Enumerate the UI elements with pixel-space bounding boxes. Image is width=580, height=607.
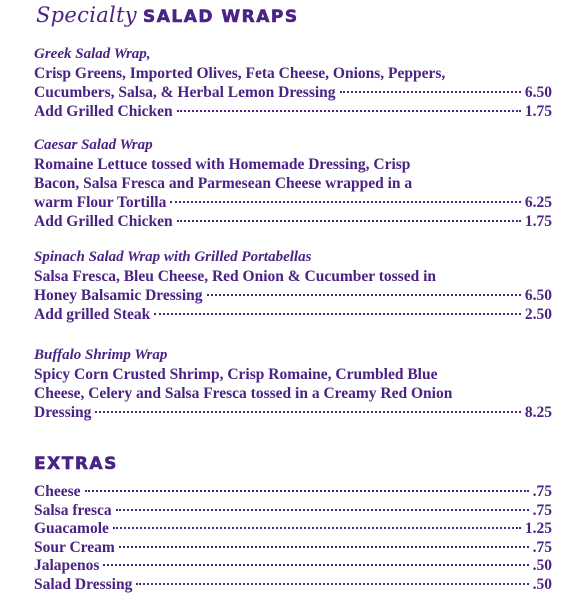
section-heading-extras [34, 456, 118, 473]
price-line-label: Add Grilled Chicken [34, 213, 173, 230]
price-value: .75 [532, 538, 552, 556]
price-value: .50 [532, 557, 552, 575]
price-value: .75 [532, 501, 552, 519]
menu-item-description-line: Crisp Greens, Imported Olives, Feta Cheese, Onions, Peppers, [34, 65, 446, 82]
price-line-label: Cucumbers, Salsa, & Herbal Lemon Dressing [34, 84, 336, 101]
menu-item-greek-salad-wrap [34, 45, 552, 121]
extras-item-salad-dressing [34, 576, 552, 595]
menu-price-line [34, 403, 552, 422]
heading-title: EXTRAS [34, 454, 118, 474]
extras-item-sour-cream [34, 539, 552, 558]
price-value: 1.75 [524, 103, 552, 120]
price-value: 2.50 [524, 306, 552, 323]
menu-price-line [34, 83, 552, 102]
dot-leader [207, 294, 521, 296]
menu-price-line [34, 212, 552, 231]
extras-item-guacamole [34, 520, 552, 539]
extras-item-salsa-fresca [34, 502, 552, 521]
price-line-label: warm Flour Tortilla [34, 194, 167, 211]
menu-item-caesar-salad-wrap [34, 136, 552, 231]
dot-leader [154, 313, 521, 315]
price-value: 1.25 [524, 520, 552, 538]
dot-leader [136, 583, 528, 585]
menu-item-description-line: Cheese, Celery and Salsa Fresca tossed in a Creamy Red Onion [34, 385, 453, 402]
price-line-label: Guacamole [34, 520, 109, 538]
price-value: .75 [532, 483, 552, 500]
menu-item-description-line: Spicy Corn Crusted Shrimp, Crisp Romaine, Crumbled Blue [34, 366, 438, 383]
dot-leader [340, 91, 521, 93]
price-line-label: Jalapenos [34, 557, 100, 575]
menu-item-description-line: Bacon, Salsa Fresca and Parmesean Cheese wrapped in a [34, 175, 413, 192]
menu-item-description-line: Romaine Lettuce tossed with Homemade Dressing, Crisp [34, 156, 411, 173]
dot-leader [119, 546, 529, 548]
menu-price-line [34, 305, 552, 324]
heading-script-word: Specialty [36, 3, 137, 27]
dot-leader [116, 509, 529, 511]
dot-leader [113, 527, 521, 529]
price-value: 1.75 [524, 213, 552, 230]
price-line-label: Cheese [34, 483, 81, 500]
menu-item-title: Buffalo Shrimp Wrap [34, 347, 168, 363]
price-line-label: Sour Cream [34, 538, 115, 556]
menu-item-title: Caesar Salad Wrap [34, 137, 153, 153]
heading-title: SALAD WRAPS [142, 7, 299, 27]
dot-leader [170, 201, 521, 203]
price-line-label: Honey Balsamic Dressing [34, 287, 203, 304]
menu-item-description-line: Salsa Fresca, Bleu Cheese, Red Onion & Cucumber tossed in [34, 268, 437, 285]
price-line-label: Salad Dressing [34, 575, 133, 593]
price-value: .50 [532, 575, 552, 593]
dot-leader [103, 564, 528, 566]
price-line-label: Salsa fresca [34, 501, 112, 519]
price-value: 6.50 [524, 84, 552, 101]
menu-item-spinach-salad-wrap [34, 248, 552, 324]
menu-item-buffalo-shrimp-wrap [34, 346, 552, 422]
section-heading-salad-wraps [36, 5, 299, 26]
price-value: 6.25 [524, 194, 552, 211]
menu-item-title: Greek Salad Wrap, [34, 46, 151, 62]
dot-leader [85, 490, 529, 492]
menu-item-title: Spinach Salad Wrap with Grilled Portabellas [34, 249, 312, 265]
price-value: 6.50 [524, 287, 552, 304]
dot-leader [177, 220, 521, 222]
menu-price-line [34, 286, 552, 305]
menu-price-line [34, 102, 552, 121]
price-line-label: Add Grilled Chicken [34, 103, 173, 120]
price-value: 8.25 [524, 404, 552, 421]
price-line-label: Dressing [34, 404, 92, 421]
dot-leader [95, 411, 520, 413]
extras-list [34, 483, 552, 595]
dot-leader [177, 110, 521, 112]
menu-price-line [34, 193, 552, 212]
price-line-label: Add grilled Steak [34, 306, 151, 323]
extras-item-jalapenos [34, 557, 552, 576]
extras-item-cheese [34, 483, 552, 502]
